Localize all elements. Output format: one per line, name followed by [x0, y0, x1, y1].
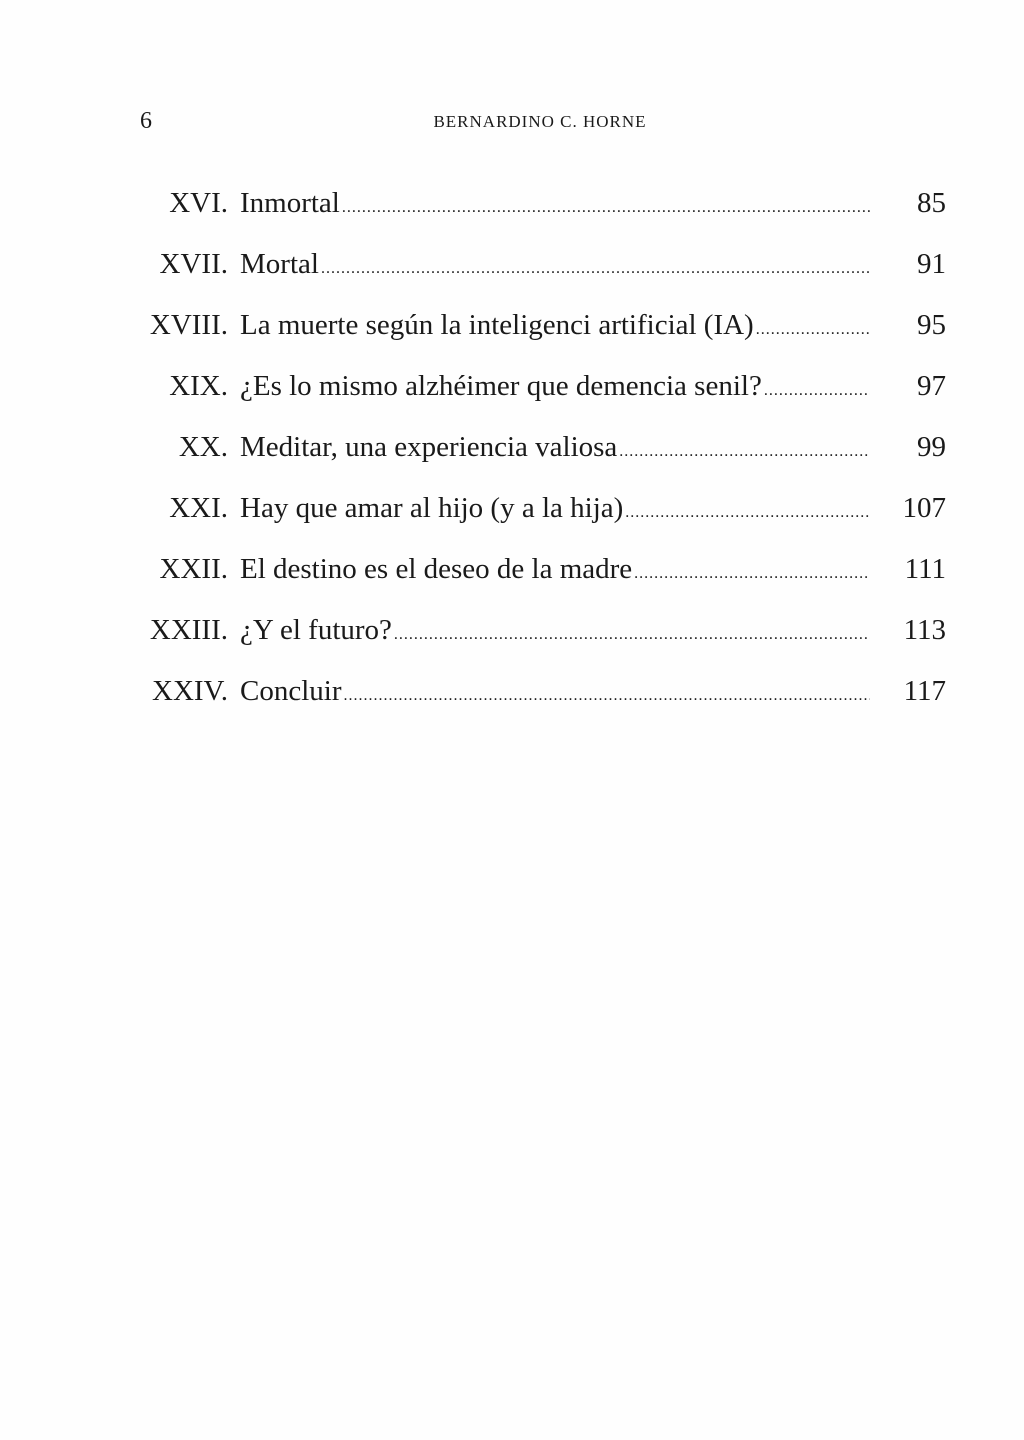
chapter-entry — [240, 483, 870, 538]
chapter-page: 117 — [903, 675, 946, 707]
chapter-numeral: XVI. — [169, 187, 228, 219]
chapter-entry — [240, 300, 870, 355]
chapter-entry — [240, 422, 870, 477]
chapter-title: La muerte según la inteligenci artificial (IA) — [240, 309, 754, 341]
dot-leader — [764, 366, 870, 416]
toc-entry — [0, 300, 1024, 350]
toc-entry — [0, 422, 1024, 472]
chapter-title: Meditar, una experiencia valiosa — [240, 431, 618, 463]
chapter-page: 95 — [917, 309, 946, 341]
chapter-page: 91 — [917, 248, 946, 280]
chapter-numeral: XXII. — [159, 553, 228, 585]
dot-leader — [634, 549, 870, 599]
chapter-numeral: XXI. — [169, 492, 228, 524]
chapter-entry — [240, 605, 870, 660]
chapter-page: 85 — [917, 187, 946, 219]
chapter-entry — [240, 361, 870, 416]
chapter-page: 113 — [903, 614, 946, 646]
toc-entry — [0, 483, 1024, 533]
chapter-page: 97 — [917, 370, 946, 402]
chapter-numeral: XXIII. — [149, 614, 228, 646]
toc-entry — [0, 178, 1024, 228]
dot-leader — [344, 671, 871, 721]
chapter-title: El destino es el deseo de la madre — [240, 553, 633, 585]
chapter-title: Mortal — [240, 248, 319, 280]
dot-leader — [321, 244, 870, 294]
toc-entry — [0, 239, 1024, 289]
chapter-title: Hay que amar al hijo (y a la hija) — [240, 492, 624, 524]
dot-leader — [619, 427, 870, 477]
page-number: 6 — [140, 108, 152, 134]
chapter-entry — [240, 239, 870, 294]
toc-entry — [0, 544, 1024, 594]
chapter-entry — [240, 544, 870, 599]
dot-leader — [394, 610, 870, 660]
chapter-title: ¿Es lo mismo alzhéimer que demencia senil? — [240, 370, 762, 402]
chapter-numeral: XX. — [178, 431, 228, 463]
dot-leader — [342, 183, 870, 233]
chapter-entry — [240, 178, 870, 233]
running-head — [140, 108, 940, 138]
chapter-numeral: XIX. — [169, 370, 228, 402]
dot-leader — [756, 305, 870, 355]
chapter-numeral: XVII. — [159, 248, 228, 280]
chapter-title: ¿Y el futuro? — [240, 614, 392, 646]
chapter-title: Concluir — [240, 675, 342, 707]
chapter-numeral: XVIII. — [149, 309, 228, 341]
chapter-page: 111 — [904, 553, 946, 585]
toc-entry — [0, 361, 1024, 411]
chapter-page: 99 — [917, 431, 946, 463]
toc-entry — [0, 605, 1024, 655]
dot-leader — [625, 488, 870, 538]
chapter-page: 107 — [902, 492, 946, 524]
running-head-author: BERNARDINO C. HORNE — [433, 112, 647, 131]
toc-entry — [0, 666, 1024, 716]
chapter-numeral: XXIV. — [152, 675, 228, 707]
chapter-title: Inmortal — [240, 187, 340, 219]
chapter-entry — [240, 666, 870, 721]
